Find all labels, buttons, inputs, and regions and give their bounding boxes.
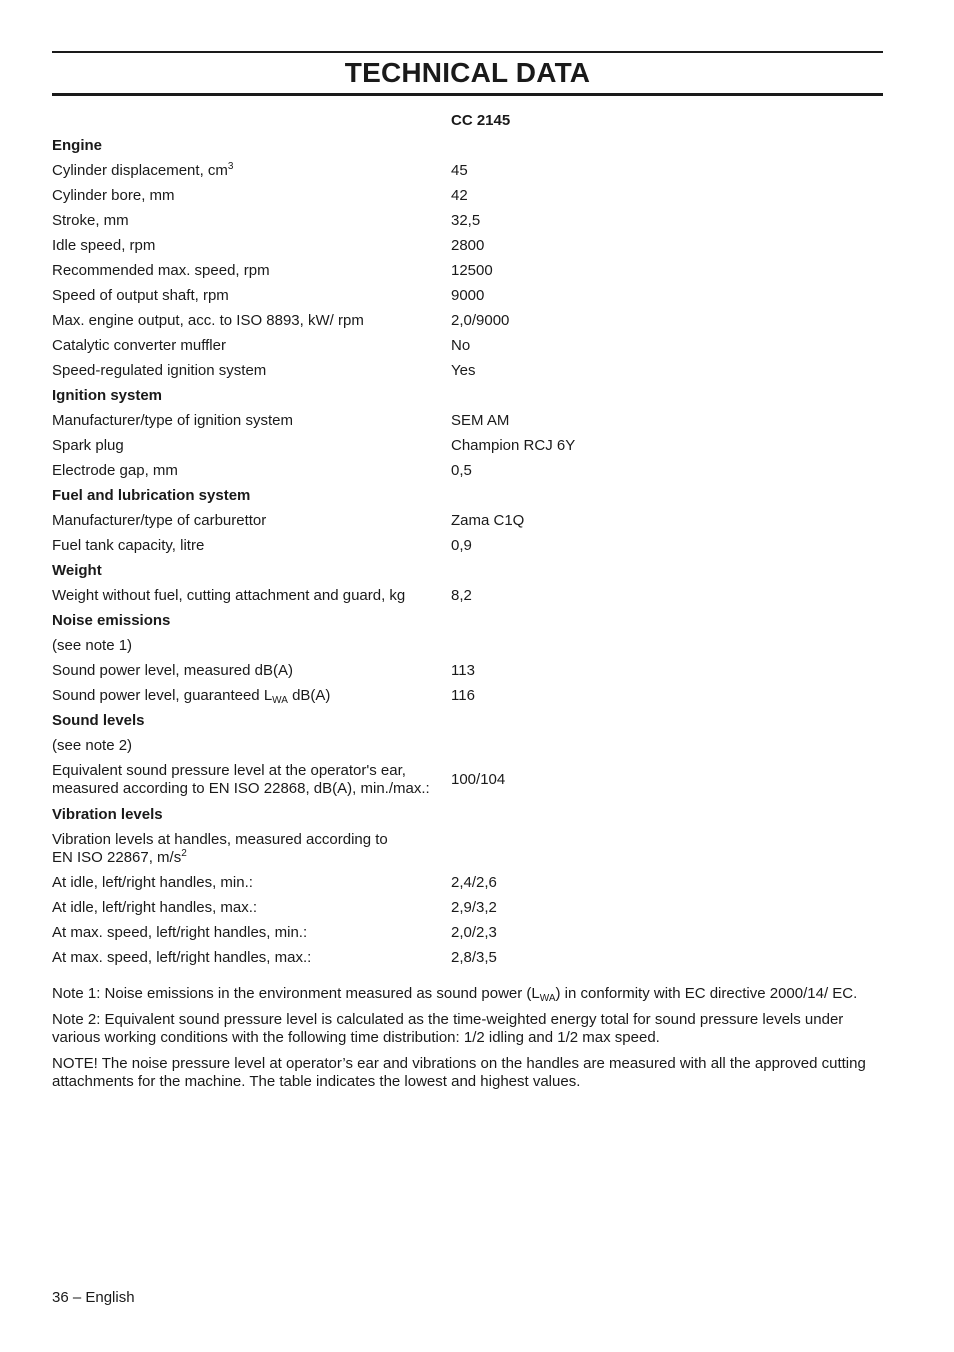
row-label: At idle, left/right handles, max.: [52, 899, 258, 916]
spec-table [52, 109, 883, 971]
row-value: 45 [451, 162, 468, 179]
section-noise [52, 609, 883, 634]
row-label: Cylinder displacement, $cm^3$ [52, 161, 234, 179]
table-row [52, 259, 883, 284]
table-row [52, 334, 883, 359]
subscript: WA [539, 993, 556, 1004]
section-weight [52, 559, 883, 584]
row-label: Idle speed, rpm [52, 237, 156, 254]
table-row [52, 759, 883, 803]
table-row [52, 359, 883, 384]
section-heading: Fuel and lubrication system [52, 487, 251, 504]
table-row [52, 509, 883, 534]
table-row [52, 659, 883, 684]
table-row [52, 234, 883, 259]
row-label: Stroke, mm [52, 212, 129, 229]
title-rule-bottom [52, 93, 883, 96]
table-row [52, 734, 883, 759]
note-3: NOTE! The noise pressure level at operator’s ear and vibrations on the handles are measured with all the approved cutting attachments for the machine. The table indicates the lowest and highest values. [52, 1055, 866, 1090]
row-value: 2,8/3,5 [451, 949, 497, 966]
row-label: Vibration levels at handles, measured according to EN ISO 22867, $m/s^2$ [52, 831, 388, 866]
table-row [52, 946, 883, 971]
table-row [52, 896, 883, 921]
table-row [52, 209, 883, 234]
row-value: 0,5 [451, 462, 472, 479]
row-label: At max. speed, left/right handles, max.: [52, 949, 312, 966]
section-sound [52, 709, 883, 734]
row-value: 2,0/2,3 [451, 924, 497, 941]
notes [52, 985, 883, 1099]
row-value: 2,9/3,2 [451, 899, 497, 916]
superscript: 2 [181, 848, 187, 859]
row-value: 113 [451, 662, 475, 679]
row-value: Champion RCJ 6Y [451, 437, 576, 454]
row-value: 116 [451, 687, 475, 704]
row-value: 2,0/9000 [451, 312, 510, 329]
row-label: Manufacturer/type of ignition system [52, 412, 293, 429]
row-label: Manufacturer/type of carburettor [52, 512, 267, 529]
row-label: Speed of output shaft, rpm [52, 287, 229, 304]
row-value: 100/104 [451, 771, 506, 788]
section-heading: Engine [52, 137, 103, 154]
row-label: Cylinder bore, mm [52, 187, 175, 204]
table-row [52, 534, 883, 559]
table-row [52, 921, 883, 946]
table-header-row [52, 109, 883, 134]
row-label: Recommended max. speed, rpm [52, 262, 270, 279]
section-engine [52, 134, 883, 159]
table-row [52, 434, 883, 459]
row-value: No [451, 337, 471, 354]
table-row [52, 159, 883, 184]
row-label: Speed-regulated ignition system [52, 362, 267, 379]
page-title: TECHNICAL DATA [344, 57, 591, 88]
section-heading: Vibration levels [52, 806, 163, 823]
superscript: 3 [227, 161, 234, 172]
note-2: Note 2: Equivalent sound pressure level is calculated as the time-weighted energy total for sound pressure levels under various working conditions with the following time distribution: 1/2 idling and 1/2 max speed. [52, 1011, 844, 1046]
table-row [52, 634, 883, 659]
row-label: Weight without fuel, cutting attachment and guard, kg [52, 587, 406, 604]
section-fuel [52, 484, 883, 509]
row-label: At idle, left/right handles, min.: [52, 874, 253, 891]
row-value: 2800 [451, 237, 485, 254]
note-1: Note 1: Noise emissions in the environment measured as sound power $(L_{WA})$ in conformity with EC directive 2000/14/ EC. [52, 985, 858, 1004]
table-row [52, 409, 883, 434]
section-heading: Ignition system [52, 387, 163, 404]
table-row [52, 459, 883, 484]
table-row [52, 584, 883, 609]
table-row [52, 184, 883, 209]
row-value: 9000 [451, 287, 485, 304]
section-ignition [52, 384, 883, 409]
note-reference: (see note 2) [52, 737, 133, 754]
section-vibration [52, 803, 883, 828]
title-rule-top [52, 51, 883, 53]
table-row [52, 684, 883, 709]
table-row [52, 284, 883, 309]
row-value: 12500 [451, 262, 493, 279]
row-value: SEM AM [451, 412, 510, 429]
row-value: 42 [451, 187, 468, 204]
row-value: 0,9 [451, 537, 472, 554]
row-value: 8,2 [451, 587, 472, 604]
row-label: Max. engine output, acc. to ISO 8893, kW/ rpm [52, 312, 364, 329]
row-label: Sound power level, measured dB(A) [52, 662, 293, 679]
row-label: Spark plug [52, 437, 124, 454]
section-heading: Noise emissions [52, 612, 171, 629]
row-label: At max. speed, left/right handles, min.: [52, 924, 308, 941]
row-label: Equivalent sound pressure level at the operator's ear, measured according to EN ISO 22868, dB(A), min./max.: [52, 762, 430, 797]
row-label: Catalytic converter muffler [52, 337, 226, 354]
row-label: Fuel tank capacity, litre [52, 537, 205, 554]
model-name: CC 2145 [451, 112, 511, 129]
row-label: Sound power level, guaranteed $L_{WA}$ dB(A) [52, 687, 331, 706]
table-row [52, 828, 883, 871]
section-heading: Sound levels [52, 712, 145, 729]
row-value: Yes [451, 362, 476, 379]
page-footer: 36 – English [52, 1289, 135, 1306]
table-row [52, 309, 883, 334]
section-heading: Weight [52, 562, 102, 579]
row-label: Electrode gap, mm [52, 462, 178, 479]
row-value: 32,5 [451, 212, 481, 229]
note-reference: (see note 1) [52, 637, 133, 654]
table-row [52, 871, 883, 896]
row-value: Zama C1Q [451, 512, 525, 529]
row-value: 2,4/2,6 [451, 874, 497, 891]
subscript: WA [272, 695, 288, 706]
